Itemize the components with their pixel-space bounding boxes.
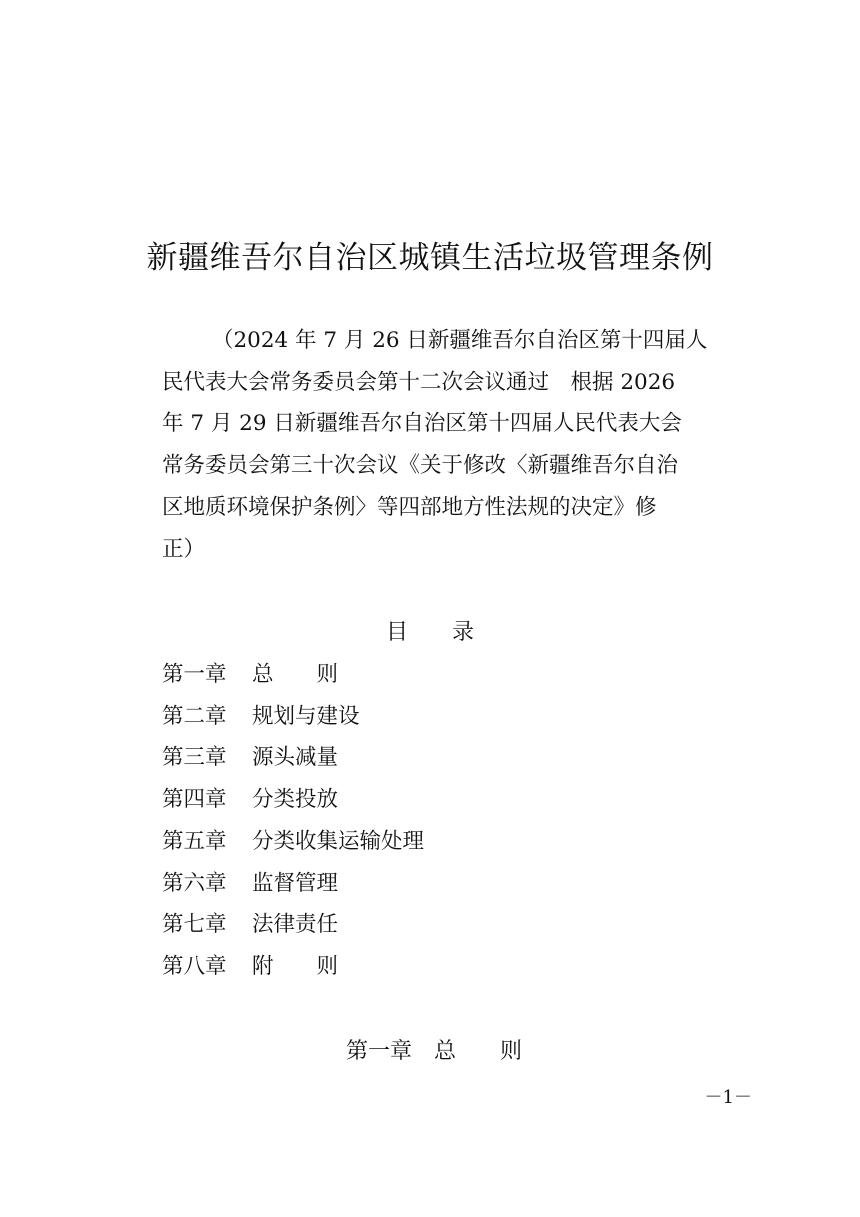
toc-chapter-name: 源头减量: [252, 745, 339, 771]
toc-chapter-number: 第三章: [162, 745, 227, 771]
toc-chapter-name: 总 则: [252, 662, 339, 687]
document-title: 新疆维吾尔自治区城镇生活垃圾管理条例: [146, 240, 714, 276]
chapter-heading-name: 总 则: [434, 1039, 523, 1064]
toc-chapter-number: 第五章: [162, 828, 227, 854]
toc-chapter-number: 第四章: [162, 787, 227, 813]
toc-chapter-name: 分类收集运输处理: [252, 828, 425, 854]
toc-chapter-name: 监督管理: [252, 870, 339, 896]
toc-chapter-number: 第六章: [162, 870, 227, 896]
chapter-heading: [0, 1031, 860, 1073]
preamble-line: 区地质环境保护条例〉等四部地方性法规的决定》修: [162, 494, 657, 520]
toc-heading-left: 目: [385, 620, 408, 645]
toc-heading: [0, 612, 860, 654]
preamble: [162, 320, 710, 570]
toc-heading-right: 录: [452, 620, 475, 645]
toc-chapter-name: 分类投放: [252, 787, 339, 813]
toc-chapter-number: 第八章: [162, 953, 227, 979]
toc-chapter-number: 第一章: [162, 662, 227, 687]
toc-chapter-number: 第七章: [162, 912, 227, 938]
toc-item: [162, 654, 722, 696]
chapter-heading-number: 第一章: [345, 1039, 412, 1064]
preamble-line: 常务委员会第三十次会议《关于修改〈新疆维吾尔自治: [162, 453, 679, 479]
toc-item: [162, 821, 722, 863]
preamble-line: （2024 年 7 月 26 日新疆维吾尔自治区第十四届人: [212, 328, 708, 353]
toc-item: [162, 904, 722, 946]
preamble-line: 民代表大会常务委员会第十二次会议通过 根据 2026: [162, 369, 676, 395]
preamble-line: 正）: [162, 536, 206, 562]
toc-item: [162, 946, 722, 988]
table-of-contents: [162, 654, 722, 988]
toc-item: [162, 737, 722, 779]
page-number: －1－: [704, 1087, 752, 1108]
toc-chapter-name: 规划与建设: [252, 703, 360, 729]
toc-item: [162, 696, 722, 738]
toc-chapter-number: 第二章: [162, 703, 227, 729]
toc-chapter-name: 法律责任: [252, 912, 339, 938]
preamble-line: 年 7 月 29 日新疆维吾尔自治区第十四届人民代表大会: [162, 411, 682, 437]
toc-chapter-name: 附 则: [252, 953, 339, 979]
toc-item: [162, 779, 722, 821]
toc-item: [162, 863, 722, 905]
